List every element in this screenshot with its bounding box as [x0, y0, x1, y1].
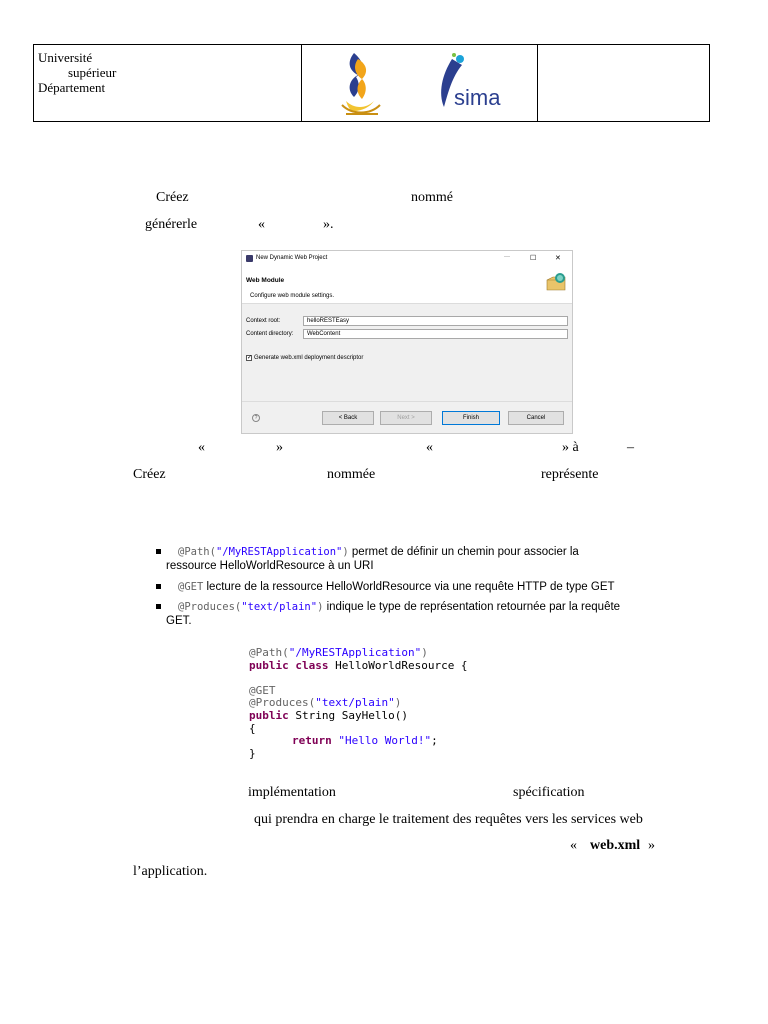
text-webxml: web.xml — [590, 838, 641, 853]
bullet-produces-annotation: @Produces( — [178, 601, 242, 613]
text-creez-2: Créez — [133, 467, 166, 482]
bullet-path-close: ) — [342, 546, 349, 558]
dialog-banner — [242, 267, 572, 304]
maximize-icon[interactable]: ☐ — [530, 255, 537, 262]
header-left-cell — [34, 45, 302, 121]
text-genererle: générerle — [145, 217, 198, 232]
text-guillemet-3c: « — [426, 440, 433, 455]
cancel-button[interactable]: Cancel — [508, 411, 564, 425]
header-logo-cell — [302, 45, 538, 121]
dialog-title: New Dynamic Web Project — [256, 255, 328, 261]
bullet-marker — [156, 584, 161, 589]
bullet-get — [178, 580, 698, 594]
header-table — [33, 44, 710, 122]
text-traitement: qui prendra en charge le traitement des requêtes vers les services web — [254, 812, 643, 827]
code-line — [249, 735, 468, 748]
web-module-wizard-icon — [545, 272, 567, 292]
code-annotation: @Path( — [249, 646, 289, 659]
code-annotation: ) — [421, 646, 428, 659]
text-application: l’application. — [133, 864, 208, 879]
text-dash: – — [627, 440, 634, 455]
code-keyword: return — [292, 734, 332, 748]
header-line-departement: Département — [38, 80, 106, 95]
code-annotation: @GET — [249, 683, 276, 697]
dialog-subheading: Configure web module settings. — [250, 293, 335, 299]
bullet-marker — [156, 549, 161, 554]
code-annotation: ) — [394, 696, 402, 710]
bullet-path-text-2: ressource HelloWorldResource à un URI — [166, 560, 374, 572]
close-icon[interactable]: ✕ — [555, 255, 561, 262]
text-guillemet-3d: » à — [562, 440, 579, 455]
text-guillemet-3a: « — [198, 440, 205, 455]
bullet-produces-text-2: GET. — [166, 615, 192, 627]
bullet-produces — [166, 600, 698, 628]
code-line-blank — [249, 672, 468, 685]
bullet-path-string: "/MyRESTApplication" — [215, 546, 343, 558]
text-represente: représente — [541, 467, 599, 482]
bullet-path-text: permet de définir un chemin pour associer la — [348, 546, 579, 558]
text-guillemet-3b: » — [276, 440, 283, 455]
dialog-heading: Web Module — [246, 277, 285, 284]
text-guillemet-open: « — [258, 217, 265, 232]
text-implementation: implémentation — [248, 785, 336, 800]
dialog-titlebar — [242, 251, 572, 267]
text-creez-1: Créez — [156, 190, 189, 205]
code-line — [249, 710, 468, 723]
code-text: ; — [431, 734, 438, 748]
header-line-universite: Université — [38, 50, 93, 65]
eclipse-app-icon — [246, 255, 253, 262]
text-nommee: nommée — [327, 467, 376, 482]
text-guillemet-close: ». — [323, 217, 334, 232]
header-line-superieur: supérieur — [68, 65, 117, 80]
new-dynamic-web-project-dialog — [241, 250, 573, 434]
content-directory-label: Content directory: — [246, 331, 294, 337]
text-specification: spécification — [513, 785, 585, 800]
dialog-footer-divider — [242, 401, 572, 402]
code-keyword: public class — [249, 658, 329, 672]
generate-webxml-checkbox[interactable]: ✓ — [247, 355, 253, 361]
finish-button[interactable]: Finish — [442, 411, 500, 425]
code-text: String SayHello() — [288, 708, 408, 722]
bullet-produces-text: indique le type de représentation retournée par la requête — [323, 601, 621, 613]
bullet-path-annotation: @Path( — [178, 546, 216, 558]
code-string: "text/plain" — [315, 696, 395, 710]
text-nomme: nommé — [411, 190, 453, 205]
context-root-input[interactable]: helloRESTEasy — [303, 316, 568, 326]
back-button[interactable]: < Back — [322, 411, 374, 425]
help-icon[interactable]: ? — [252, 414, 260, 422]
bullet-produces-string: "text/plain" — [241, 601, 318, 613]
content-directory-input[interactable]: WebContent — [303, 329, 568, 339]
code-line — [249, 748, 468, 761]
code-text: HelloWorldResource { — [328, 658, 468, 672]
text-webxml-open: « — [570, 838, 577, 853]
context-root-label: Context root: — [246, 318, 281, 324]
bullet-get-annotation: @GET — [178, 581, 204, 593]
code-string: "/MyRESTApplication" — [288, 646, 422, 659]
university-logo — [302, 45, 538, 121]
next-button[interactable]: Next > — [380, 411, 432, 425]
code-text: { — [249, 721, 256, 735]
minimize-icon[interactable]: — — [504, 254, 510, 260]
bullet-produces-close: ) — [317, 601, 324, 613]
isima-wordmark: sima — [454, 85, 501, 110]
generate-webxml-label: Generate web.xml deployment descriptor — [254, 355, 364, 361]
code-annotation: @Produces( — [249, 696, 316, 710]
code-line — [249, 660, 468, 673]
code-string: "Hello World!" — [338, 734, 432, 748]
code-block — [249, 647, 468, 760]
code-text: } — [249, 746, 256, 760]
bullet-get-text: lecture de la ressource HelloWorldResource via une requête HTTP de type GET — [203, 581, 615, 593]
bullet-marker — [156, 604, 161, 609]
text-webxml-close: » — [648, 838, 655, 853]
header-right-cell — [538, 45, 709, 121]
code-keyword: public — [249, 708, 289, 722]
bullet-path — [166, 545, 698, 573]
